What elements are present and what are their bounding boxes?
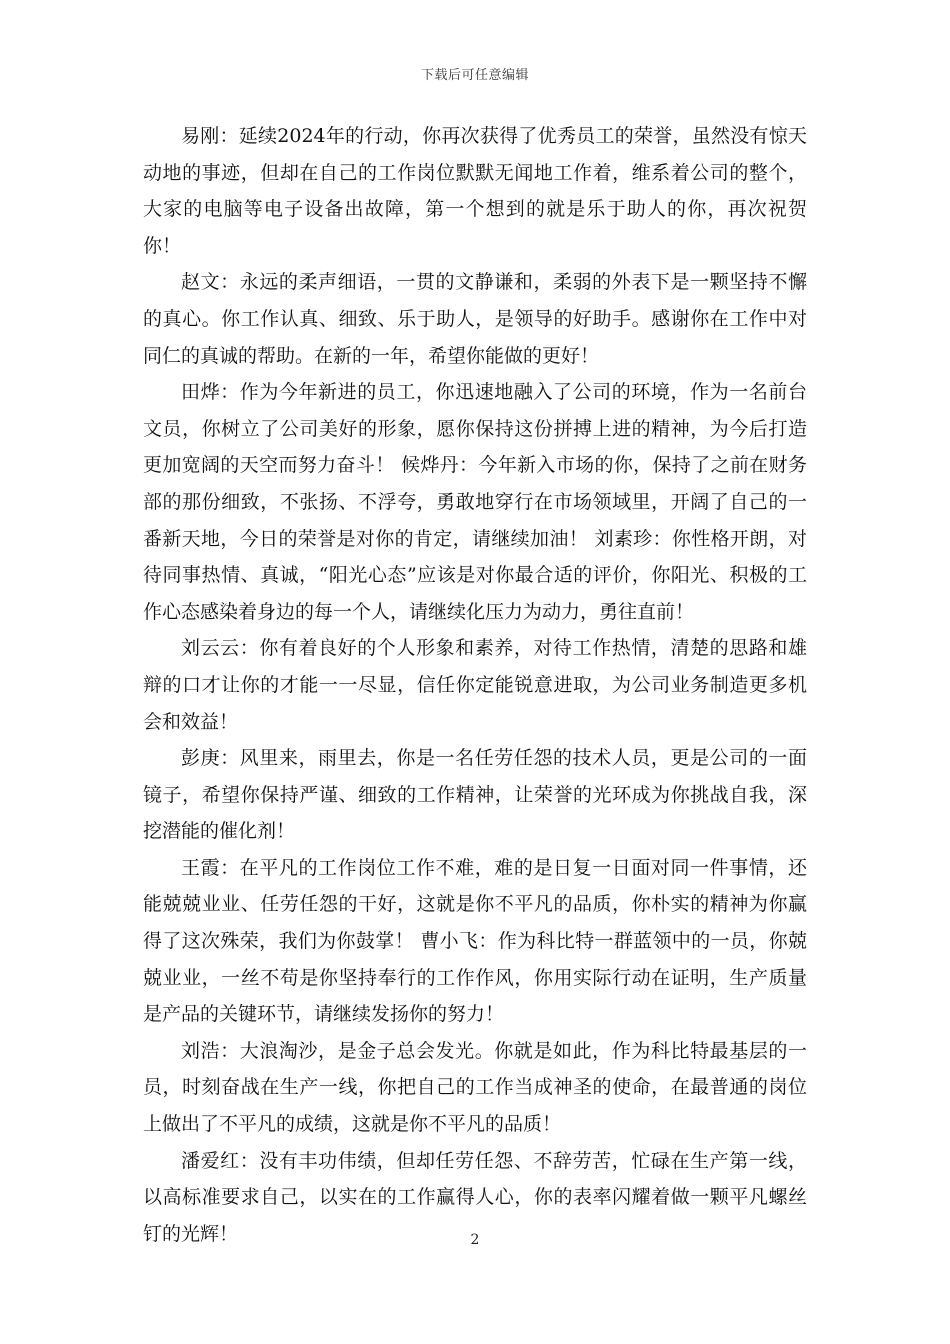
paragraph: 彭庚：风里来，雨里去，你是一名任劳任怨的技术人员，更是公司的一面镜子，希望你保持严谨、细致的工作精神，让荣誉的光环成为你挑战自我，深挖潜能的催化剂！ — [143, 747, 807, 843]
document-body — [143, 118, 807, 1252]
paragraph: 刘浩：大浪淘沙，是金子总会发光。你就是如此，作为科比特最基层的一员，时刻奋战在生产一线，你把自己的工作当成神圣的使命，在最普通的岗位上做出了不平凡的成绩，这就是你不平凡的品质！ — [143, 1039, 807, 1136]
page-header: 下载后可任意编辑 — [420, 68, 529, 83]
paragraph: 刘云云：你有着良好的个人形象和素养，对待工作热情，清楚的思路和雄辩的口才让你的才能一一尽显，信任你定能锐意进取，为公司业务制造更多机会和效益！ — [143, 637, 807, 733]
paragraph: 田烨：作为今年新进的员工，你迅速地融入了公司的环境，作为一名前台文员，你树立了公司美好的形象，愿你保持这份拼搏上进的精神，为今后打造更加宽阔的天空而努力奋斗！ 候烨丹：今年新入市场的你，保持了之前在财务部的那份细致，不张扬、不浮夸，勇敢地穿行在市场领域里，开阔了自己的一番新天地，今日的荣誉是对你的肯定，请继续加油！ 刘素珍：你性格开朗，对待同事热情、真诚，“阳光心态”应该是对你最合适的评价，你阳光、积极的工作心态感染着身边的每一个人，请继续化压力为动力，勇往直前！ — [143, 381, 807, 623]
paragraph: 王霞：在平凡的工作岗位工作不难，难的是日复一日面对同一件事情，还能兢兢业业、任劳任怨的干好，这就是你不平凡的品质，你朴实的精神为你赢得了这次殊荣，我们为你鼓掌！ 曹小飞：作为科比特一群蓝领中的一员，你兢兢业业，一丝不苟是你坚持奉行的工作作风，你用实际行动在证明，生产质量是产品的关键环节，请继续发扬你的努力！ — [143, 856, 807, 1026]
page-number: 2 — [470, 1232, 480, 1248]
paragraph: 赵文：永远的柔声细语，一贯的文静谦和，柔弱的外表下是一颗坚持不懈的真心。你工作认真、细致、乐于助人，是领导的好助手。感谢你在工作中对同仁的真诚的帮助。在新的一年，希望你能做的更好！ — [143, 271, 807, 367]
paragraph: 潘爱红：没有丰功伟绩，但却任劳任怨、不辞劳苦，忙碌在生产第一线，以高标准要求自己，以实在的工作赢得人心，你的表率闪耀着做一颗平凡螺丝钉的光辉！ — [143, 1149, 807, 1245]
paragraph: 易刚：延续2024年的行动，你再次获得了优秀员工的荣誉，虽然没有惊天动地的事迹，但却在自己的工作岗位默默无闻地工作着，维系着公司的整个，大家的电脑等电子设备出故障，第一个想到的就是乐于助人的你，再次祝贺你！ — [143, 125, 807, 257]
